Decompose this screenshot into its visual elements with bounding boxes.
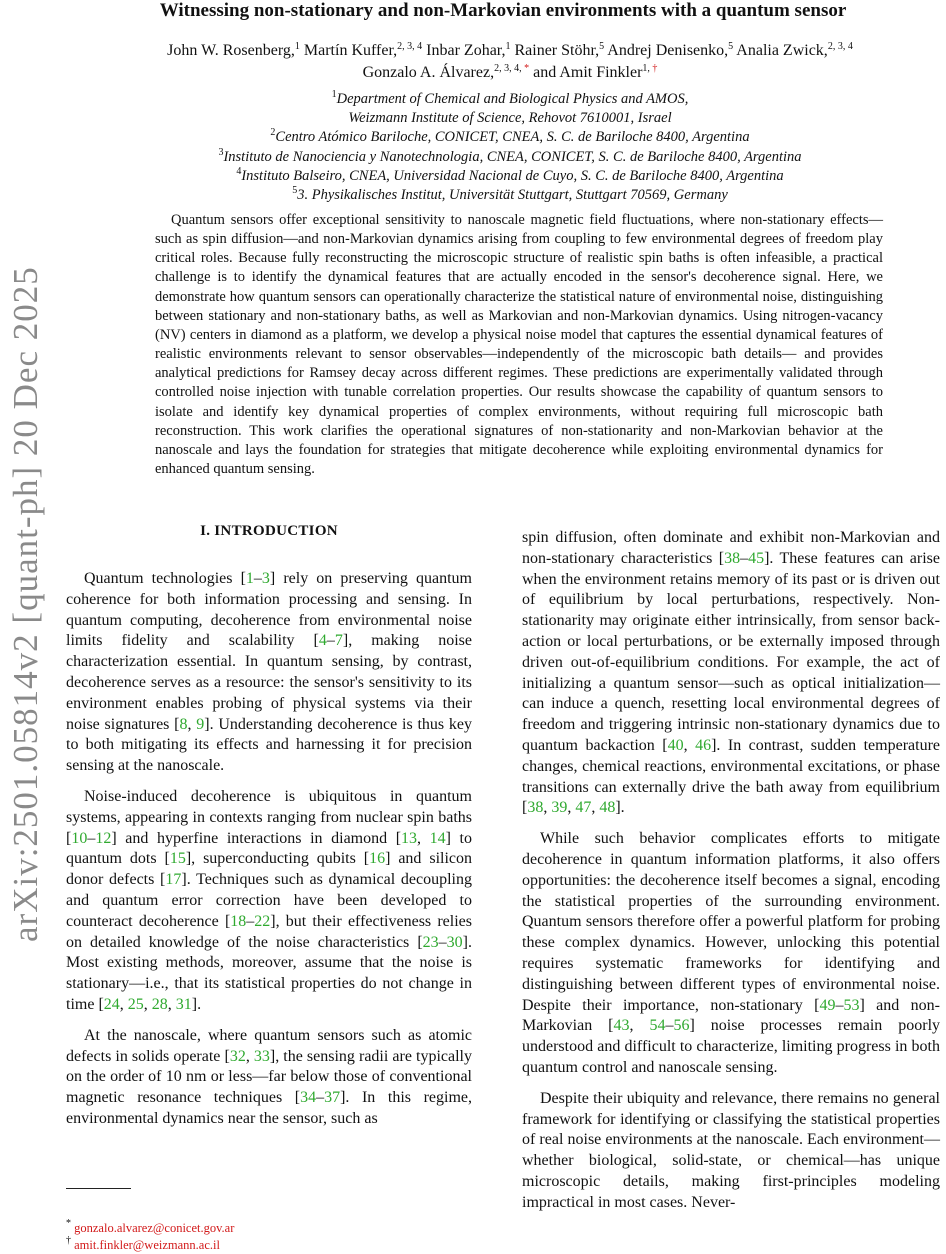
body-text: ]. Most existing methods, moreover, assume that the noise is stationary—i.e., that its statistical properties do not change in time [ [66, 933, 472, 1013]
citation-link[interactable]: 24 [103, 995, 120, 1013]
author-name: Gonzalo A. Álvarez, [362, 64, 495, 81]
body-text: ], making noise characterization essential. In quantum sensing, by contrast, decoherence serves as a resource: the sensor's sensitivity to its environment enables probing of physical systems via their noise signatures [ [66, 632, 472, 733]
body-text: ] and hyperfine interactions in diamond [ [111, 829, 402, 847]
body-text: ] and non-Markovian [ [522, 996, 940, 1035]
section-heading-introduction: I. INTRODUCTION [200, 523, 338, 539]
body-text: , [245, 1047, 254, 1065]
email-link[interactable]: gonzalo.alvarez@conicet.gov.ar [74, 1221, 235, 1235]
body-text: – [316, 1089, 325, 1107]
affiliation-list [120, 90, 900, 205]
author-affiliation-marker: 2, 3, 4, [494, 63, 525, 74]
body-text: Quantum technologies [ [84, 570, 246, 587]
body-text: ]. [615, 799, 625, 817]
author-name: and Amit Finkler [533, 64, 643, 81]
affiliation-text: 3. Physikalisches Institut, Universität Stuttgart, Stuttgart 70569, Germany [297, 187, 728, 204]
body-text: – [87, 829, 96, 847]
citation-link[interactable]: 56 [673, 1017, 690, 1035]
body-text: ], but their effectiveness relies on detailed knowledge of the noise characteristics [ [66, 912, 473, 951]
affiliation-number: 5 [292, 185, 298, 197]
body-text: ]. In contrast, sudden temperature changes, chemical reactions, environmental excitations, or phase transitions can externally drive the bath away from equilibrium [ [522, 736, 941, 817]
citation-link[interactable]: 40 [667, 736, 684, 754]
body-text: – [665, 1017, 674, 1035]
body-text: spin diffusion, often dominate and exhibit non-Markovian and non-stationary characteristics [ [522, 529, 940, 567]
affiliation-line [120, 148, 900, 167]
author-name: Martín Kuffer, [303, 42, 398, 59]
citation-link[interactable]: 17 [165, 871, 182, 889]
footnotes [66, 1220, 234, 1254]
citation-link[interactable]: 22 [254, 912, 271, 930]
body-text: , [187, 715, 197, 733]
affiliation-line [120, 109, 900, 128]
body-text: – [438, 933, 447, 951]
citation-link[interactable]: 47 [575, 799, 592, 817]
right-column [522, 528, 940, 1214]
citation-link[interactable]: 54 [649, 1017, 666, 1035]
citation-link[interactable]: 37 [324, 1089, 341, 1107]
citation-link[interactable]: 3 [261, 570, 270, 587]
citation-link[interactable]: 49 [819, 996, 836, 1014]
body-paragraph [522, 829, 940, 1079]
author-name: John W. Rosenberg, [167, 42, 295, 59]
body-text: ] rely on preserving quantum coherence for both information processing and sensing. In quantum computing, decoherence from environmental noise limits fidelity and scalability [ [66, 570, 472, 650]
citation-link[interactable]: 34 [300, 1089, 317, 1107]
author-affiliation-marker: 2, 3, 4 [827, 41, 853, 52]
body-text: , [417, 829, 430, 847]
body-paragraph [66, 1026, 472, 1130]
citation-link[interactable]: 18 [230, 912, 247, 930]
affiliation-number: 2 [270, 127, 276, 139]
body-text: , [167, 995, 176, 1013]
affiliation-text: Weizmann Institute of Science, Rehovot 7610001, Israel [348, 110, 672, 127]
affiliation-number: 4 [236, 165, 242, 177]
body-text: , [143, 995, 152, 1013]
citation-link[interactable]: 53 [843, 996, 860, 1014]
body-text: , [591, 799, 600, 817]
citation-link[interactable]: 32 [229, 1047, 246, 1065]
footnote-marker: † [66, 1235, 71, 1246]
body-text: – [740, 549, 749, 567]
author-name: Analia Zwick, [736, 42, 828, 59]
body-text: ] and silicon donor defects [ [66, 850, 473, 889]
citation-link[interactable]: 38 [724, 549, 741, 567]
citation-link[interactable]: 30 [446, 933, 463, 951]
author-affiliation-marker: 5 [599, 41, 605, 52]
citation-link[interactable]: 14 [429, 829, 446, 847]
affiliation-line [120, 128, 900, 147]
body-text: – [326, 632, 335, 650]
citation-link[interactable]: 33 [253, 1047, 270, 1065]
citation-link[interactable]: 4 [318, 632, 327, 650]
citation-link[interactable]: 38 [527, 799, 544, 817]
citation-link[interactable]: 13 [401, 829, 418, 847]
footnote-line [66, 1237, 234, 1254]
left-column [66, 569, 472, 1130]
body-text: ]. [191, 995, 202, 1013]
citation-link[interactable]: 46 [695, 736, 712, 754]
body-text: ]. Techniques such as dynamical decoupling and quantum error correction have been developed to counteract decoherence [ [66, 871, 473, 930]
footnote-marker: * [66, 1218, 71, 1229]
body-text: ], superconducting qubits [ [185, 850, 370, 868]
affiliation-text: Instituto de Nanociencia y Nanotechnologia, CNEA, CONICET, S. C. de Bariloche 8400, Argentina [223, 148, 802, 165]
email-link[interactable]: amit.finkler@weizmann.ac.il [74, 1238, 220, 1252]
body-text: Despite their ubiquity and relevance, there remains no general framework for identifying or classifying the statistical properties of real noise environments at the nanoscale. Each environment—whether biological, solid-state, or chemical—has unique microscopic details, making first-principles modeling impractical in most cases. Never- [522, 1089, 940, 1211]
arxiv-identifier-sidebar: arXiv:2501.05814v2 [quant-ph] 20 Dec 2025 [6, 266, 45, 942]
author-list [160, 40, 860, 84]
author-affiliation-marker: 2, 3, 4 [397, 41, 423, 52]
citation-link[interactable]: 15 [169, 850, 186, 868]
body-text: , [683, 736, 696, 754]
body-text: – [835, 996, 844, 1014]
abstract: Quantum sensors offer exceptional sensitivity to nanoscale magnetic field fluctuations, where non-stationary effects—such as spin diffusion—and non-Markovian dynamics arising from coupling to few environmental degrees of freedom play critical roles. Because fully reconstructing the microscopic structure of realistic spin baths is often infeasible, a practical challenge is to identify the dynamical features that are actually encoded in the sensor's decoherence signal. Here, we demonstrate how quantum sensors can operationally characterize the statistical nature of environmental noise, distinguishing between stationary and non-stationary baths, as well as Markovian and non-Markovian dynamics. Using nitrogen-vacancy (NV) centers in diamond as a platform, we develop a physical noise model that captures the essential dynamical features of realistic environments relevant to sensor observables—independently of the microscopic bath details— and provides analytical predictions for Ramsey decay across different regimes. These predictions are experimentally validated through controlled noise injection with tunable correlation properties. Our results showcase the capability of quantum sensors to isolate and identify key dynamical properties of complex environments, without requiring full microscopic bath reconstruction. This work clarifies the operational signatures of non-stationarity and non-Markovian behavior at the nanoscale and lays the foundation for strategies that mitigate decoherence while exploiting environmental dynamics for enhanced quantum sensing. [155, 212, 883, 478]
body-text: ] noise processes remain poorly understood and difficult to characterize, limiting progress in both quantum control and nanoscale sensing. [522, 1017, 941, 1076]
body-paragraph [66, 787, 472, 1016]
citation-link[interactable]: 10 [71, 829, 88, 847]
citation-link[interactable]: 39 [551, 799, 568, 817]
citation-link[interactable]: 31 [175, 995, 192, 1013]
citation-link[interactable]: 43 [613, 1017, 630, 1035]
corresponding-author-marker[interactable]: * [524, 63, 530, 74]
citation-link[interactable]: 45 [748, 549, 765, 567]
body-text: , [567, 799, 576, 817]
body-text: – [246, 912, 255, 930]
body-text: While such behavior complicates efforts to mitigate decoherence in quantum information platforms, it also offers opportunities: the decoherence itself becomes a signal, encoding the statistical properties of the surrounding environment. Quantum sensors therefore offer a powerful platform for probing these complex dynamics. However, unlocking this potential requires systematic frameworks for identifying and distinguishing between different types of environmental noise. Despite their importance, non-stationary [ [522, 830, 940, 1014]
author-affiliation-marker: 1, [642, 63, 653, 74]
citation-link[interactable]: 23 [422, 933, 439, 951]
body-text: , [119, 995, 128, 1013]
corresponding-author-marker[interactable]: † [652, 63, 658, 74]
body-text: ], the sensing radii are typically on the order of 10 nm or less—far below those of conventional magnetic resonance techniques [ [66, 1047, 472, 1107]
citation-link[interactable]: 25 [127, 995, 144, 1013]
body-text: ]. Understanding decoherence is thus key to both mitigating its effects and harnessing it for precision sensing at the nanoscale. [66, 715, 472, 775]
body-text: At the nanoscale, where quantum sensors such as atomic defects in solids operate [ [66, 1026, 472, 1065]
body-text: , [629, 1017, 650, 1035]
author-name: Rainer Stöhr, [514, 42, 600, 59]
citation-link[interactable]: 28 [151, 995, 168, 1013]
affiliation-line [120, 90, 900, 109]
paper-title: Witnessing non-stationary and non-Markovian environments with a quantum sensor [159, 0, 847, 21]
affiliation-text: Centro Atómico Bariloche, CONICET, CNEA, S. C. de Bariloche 8400, Argentina [275, 129, 750, 146]
author-name: Inbar Zohar, [426, 42, 506, 59]
body-text: Noise-induced decoherence is ubiquitous in quantum systems, appearing in contexts ranging from nuclear spin baths [ [66, 787, 472, 847]
affiliation-text: Department of Chemical and Biological Physics and AMOS, [336, 91, 689, 107]
body-text: ] to quantum dots [ [66, 829, 472, 868]
citation-link[interactable]: 48 [599, 799, 616, 817]
footnote-rule [66, 1188, 131, 1189]
footnote-line [66, 1220, 234, 1237]
body-text: ]. These features can arise when the environment retains memory of its past or is driven out of equilibrium by local perturbations, respectively. Non-stationarity may originate either intrinsically, from sensor back-action or local perturbations, or be externally imposed through driven out-of-equilibrium conditions. For example, the act of initializing a quantum sensor—such as optical initialization—can induce a quench, resetting local environmental degrees of freedom and triggering intrinsic non-stationary dynamics due to quantum backaction [ [522, 549, 941, 754]
author-affiliation-marker: 1 [294, 41, 300, 52]
citation-link[interactable]: 1 [245, 570, 254, 587]
body-text: – [253, 570, 262, 587]
affiliation-line [120, 186, 900, 205]
citation-link[interactable]: 8 [179, 715, 188, 733]
citation-link[interactable]: 12 [95, 829, 112, 847]
citation-link[interactable]: 16 [369, 850, 386, 868]
affiliation-number: 1 [331, 89, 337, 100]
citation-link[interactable]: 7 [334, 632, 343, 650]
body-text: ]. In this regime, environmental dynamics near the sensor, such as [66, 1089, 472, 1127]
affiliation-number: 3 [218, 146, 224, 158]
body-paragraph [66, 569, 472, 777]
author-name: Andrej Denisenko, [607, 42, 729, 59]
author-affiliation-marker: 1 [505, 41, 511, 52]
body-paragraph [522, 1089, 940, 1214]
citation-link[interactable]: 9 [196, 715, 205, 733]
affiliation-line [120, 167, 900, 186]
body-text: , [543, 799, 552, 817]
author-affiliation-marker: 5 [728, 41, 734, 52]
body-paragraph [522, 528, 940, 819]
affiliation-text: Instituto Balseiro, CNEA, Universidad Nacional de Cuyo, S. C. de Bariloche 8400, Argentina [241, 167, 784, 184]
